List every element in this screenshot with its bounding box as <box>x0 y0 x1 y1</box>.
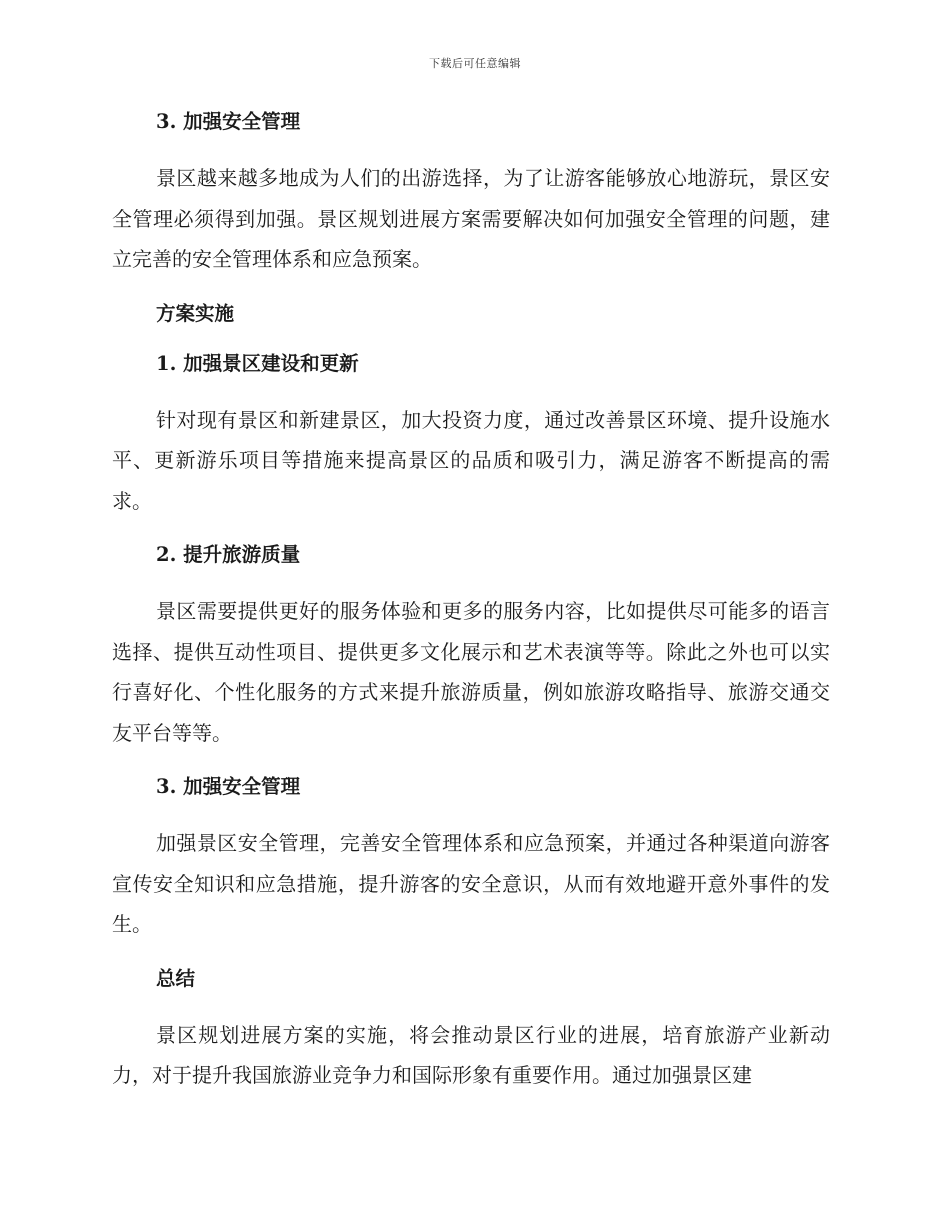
paragraph-tourism-quality: 景区需要提供更好的服务体验和更多的服务内容，比如提供尽可能多的语言选择、提供互动性项目、提供更多文化展示和艺术表演等等。除此之外也可以实行喜好化、个性化服务的方式来提升旅游质量，例如旅游攻略指导、旅游交通交友平台等等。 <box>112 599 830 745</box>
subsection-heading-tourism-quality: 2. 提升旅游质量 <box>156 543 301 566</box>
document-body <box>112 108 830 1116</box>
section-heading-safety-management: 3. 加强安全管理 <box>156 110 301 133</box>
section-heading-implementation: 方案实施 <box>156 301 235 325</box>
subsection-heading-safety: 3. 加强安全管理 <box>156 775 301 798</box>
subsection-heading-construction: 1. 加强景区建设和更新 <box>156 351 359 375</box>
section-heading-summary: 总结 <box>156 966 196 990</box>
paragraph-construction: 针对现有景区和新建景区，加大投资力度，通过改善景区环境、提升设施水平、更新游乐项目等措施来提高景区的品质和吸引力，满足游客不断提高的需求。 <box>112 407 830 513</box>
paragraph-safety: 加强景区安全管理，完善安全管理体系和应急预案，并通过各种渠道向游客宣传安全知识和应急措施，提升游客的安全意识，从而有效地避开意外事件的发生。 <box>112 831 830 936</box>
paragraph-safety-management: 景区越来越多地成为人们的出游选择，为了让游客能够放心地游玩，景区安全管理必须得到加强。景区规划进展方案需要解决如何加强安全管理的问题，建立完善的安全管理体系和应急预案。 <box>112 166 830 271</box>
paragraph-summary: 景区规划进展方案的实施，将会推动景区行业的进展，培育旅游产业新动力，对于提升我国旅游业竞争力和国际形象有重要作用。通过加强景区建 <box>112 1022 830 1087</box>
page-header-note: 下载后可任意编辑 <box>429 57 521 70</box>
